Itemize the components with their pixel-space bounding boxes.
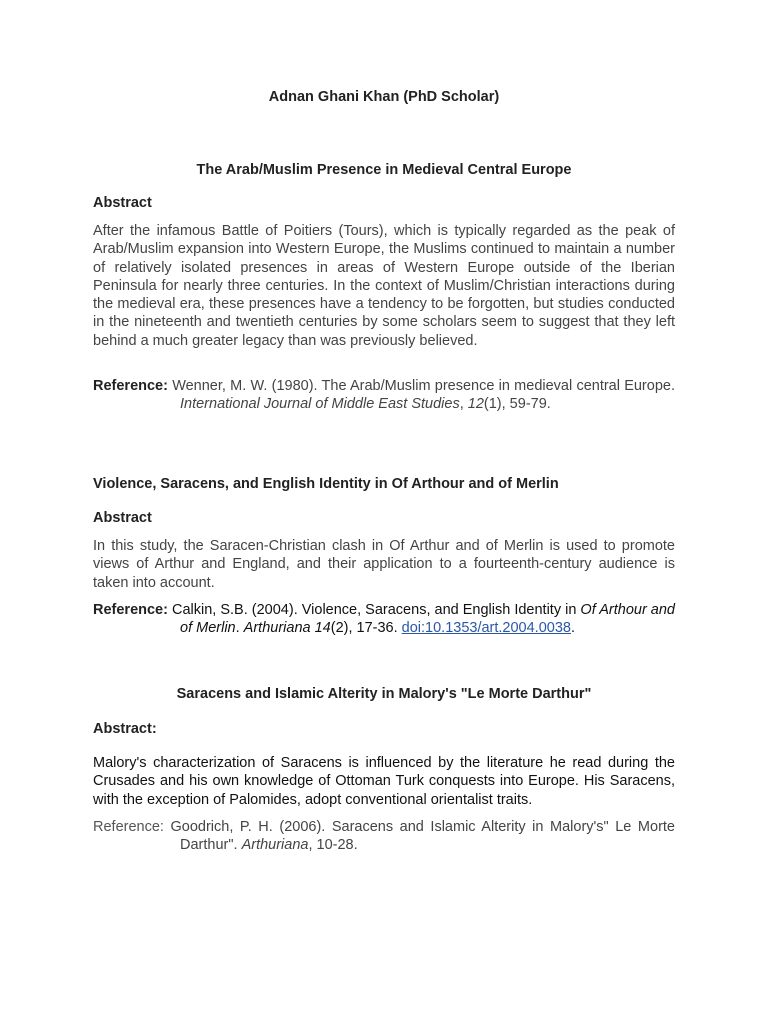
section-2-abstract-heading: Abstract	[93, 510, 152, 526]
section-3-abstract-heading: Abstract:	[93, 721, 157, 737]
doi-link[interactable]: doi:10.1353/art.2004.0038	[401, 620, 571, 637]
reference-label: Reference:	[93, 378, 168, 394]
reference-journal: Arthuriana	[241, 837, 309, 854]
section-2-title: Violence, Saracens, and English Identity in Of Arthour and of Merlin	[93, 476, 559, 492]
section-2-abstract-text: In this study, the Saracen-Christian clash in Of Arthur and of Merlin is used to promote views of Arthur and England, and their application to a fourteenth-century audience is taken into account.	[93, 538, 675, 591]
reference-volume: 12	[467, 396, 484, 413]
section-1-title: The Arab/Muslim Presence in Medieval Central Europe	[196, 162, 572, 178]
reference-journal: International Journal of Middle East Studies	[180, 396, 460, 413]
section-3-reference: Reference: Goodrich, P. H. (2006). Saracens and Islamic Alterity in Malory's" Le Morte Darthur". Arthuriana, 10-28.	[93, 819, 675, 854]
reference-journal: Arthuriana 14	[243, 620, 331, 637]
reference-label: Reference:	[93, 819, 164, 835]
reference-citation: Wenner, M. W. (1980). The Arab/Muslim presence in medieval central Europe.	[172, 378, 675, 394]
section-2-reference: Reference: Calkin, S.B. (2004). Violence, Saracens, and English Identity in Of Arthour and of Merlin. Arthuriana 14(2), 17-36. doi:10.1353/art.2004.0038.	[93, 602, 675, 637]
section-3-abstract-text: Malory's characterization of Saracens is influenced by the literature he read during the Crusades and his own knowledge of Ottoman Turk conquests into Europe. His Saracens, with the exception of Palomides, adopt conventional orientalist traits.	[93, 755, 675, 808]
section-1-abstract-text: After the infamous Battle of Poitiers (Tours), which is typically regarded as the peak of Arab/Muslim expansion into Western Europe, the Muslims continued to maintain a number of relatively isolated presences in areas of Western Europe outside of the Iberian Peninsula for nearly three centuries. In the context of Muslim/Christian interactions during the medieval era, these presences have a tendency to be forgotten, but studies conducted in the nineteenth and twentieth centuries by some scholars seem to suggest that they left behind a much greater legacy than was previously believed.	[93, 223, 675, 349]
reference-label: Reference:	[93, 602, 168, 618]
reference-citation: Calkin, S.B. (2004). Violence, Saracens, and English Identity in	[172, 602, 581, 618]
reference-title: Of Arthour and of Merlin	[180, 602, 675, 637]
section-1-reference: Reference: Wenner, M. W. (1980). The Arab/Muslim presence in medieval central Europe. International Journal of Middle East Studies, 12(1), 59-79.	[93, 378, 675, 413]
reference-citation: Goodrich, P. H. (2006). Saracens and Islamic Alterity in Malory's" Le Morte Darthur".	[170, 819, 675, 854]
section-1-abstract-heading: Abstract	[93, 195, 152, 211]
section-3-title: Saracens and Islamic Alterity in Malory's "Le Morte Darthur"	[176, 686, 592, 702]
author-name: Adnan Ghani Khan (PhD Scholar)	[268, 89, 500, 105]
